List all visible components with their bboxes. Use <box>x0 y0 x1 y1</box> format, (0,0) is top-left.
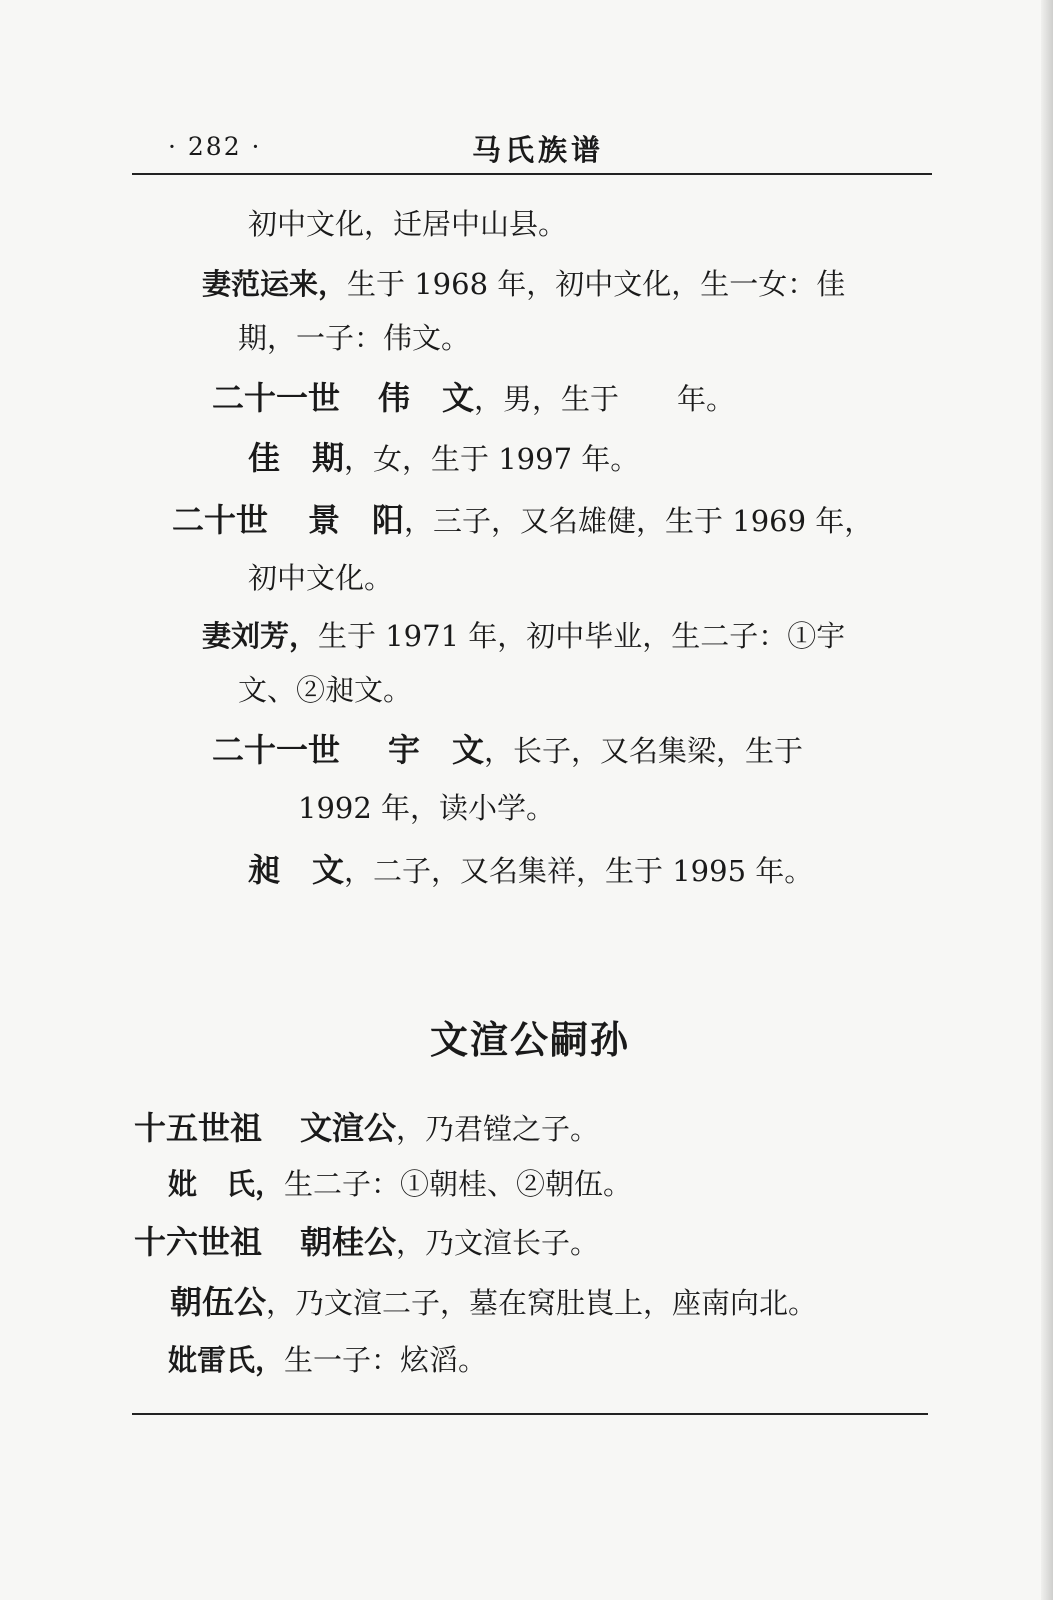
entry-line <box>134 1110 599 1147</box>
entry-text: ，乃文渲长子。 <box>396 1226 600 1260</box>
section-title: 文渲公嗣孙 <box>430 1018 631 1062</box>
person-name: 文渲公 <box>300 1109 397 1147</box>
entry-line <box>238 672 412 708</box>
entry-text: ，乃君镗之子。 <box>396 1112 600 1146</box>
person-name: 昶 文 <box>248 851 345 889</box>
entry-text: 期，一子：伟文。 <box>238 321 471 355</box>
entry-text: 文、②昶文。 <box>238 673 413 707</box>
entry-text: 1992 年，读小学。 <box>298 791 556 825</box>
person-name: 伟 文 <box>378 379 475 417</box>
entry-line <box>170 1284 817 1321</box>
generation-label: 二十一世 <box>212 379 341 417</box>
entry-text: ，三子，又名雄健，生于 1969 年， <box>404 504 874 538</box>
entry-line <box>202 618 845 654</box>
spouse-name: 妣 氏， <box>168 1167 285 1201</box>
header-rule <box>132 173 932 175</box>
entry-line <box>202 266 845 302</box>
spouse-name: 妻范运来， <box>202 267 348 301</box>
entry-line <box>212 380 735 417</box>
entry-text: 生一子：炫滔。 <box>284 1343 488 1377</box>
entry-line <box>172 502 873 539</box>
entry-line <box>248 440 639 477</box>
entry-line <box>212 732 803 769</box>
entry-text: 生于 1968 年，初中文化，生一女：佳 <box>347 267 846 301</box>
book-title: 马氏族谱 <box>472 133 605 167</box>
entry-text: 生二子：①朝桂、②朝伍。 <box>284 1167 633 1201</box>
generation-label: 二十一世 <box>212 731 341 769</box>
entry-text: 初中文化，迁居中山县。 <box>248 207 568 241</box>
spouse-name: 妻刘芳， <box>202 619 319 653</box>
entry-text: ，乃文渲二子，墓在窝肚崀上，座南向北。 <box>266 1286 818 1320</box>
person-name: 宇 文 <box>388 731 485 769</box>
page-number: · 282 · <box>168 132 262 161</box>
spouse-name: 妣雷氏， <box>168 1343 285 1377</box>
entry-line <box>168 1166 632 1202</box>
generation-label: 十五世祖 <box>134 1109 263 1147</box>
generation-label: 二十世 <box>172 501 269 539</box>
entry-line <box>238 320 470 356</box>
entry-text: ，女，生于 1997 年。 <box>344 442 640 476</box>
person-name: 朝桂公 <box>300 1223 397 1261</box>
entry-line <box>248 560 393 596</box>
entry-line <box>298 790 555 826</box>
entry-text: ，二子，又名集祥，生于 1995 年。 <box>344 854 814 888</box>
entry-text: 生于 1971 年，初中毕业，生二子：①宇 <box>318 619 846 653</box>
footer-rule <box>132 1413 928 1415</box>
entry-text: ，长子，又名集梁，生于 <box>484 734 804 768</box>
entry-text: 初中文化。 <box>248 561 394 595</box>
entry-text: ，男，生于 年。 <box>474 382 736 416</box>
generation-label: 十六世祖 <box>134 1223 263 1261</box>
person-name: 佳 期 <box>248 439 345 477</box>
entry-line <box>248 852 813 889</box>
entry-line <box>168 1342 487 1378</box>
person-name: 朝伍公 <box>170 1283 267 1321</box>
person-name: 景 阳 <box>308 501 405 539</box>
page-edge-shadow <box>1041 0 1053 1600</box>
entry-line <box>134 1224 599 1261</box>
entry-line <box>248 206 567 242</box>
